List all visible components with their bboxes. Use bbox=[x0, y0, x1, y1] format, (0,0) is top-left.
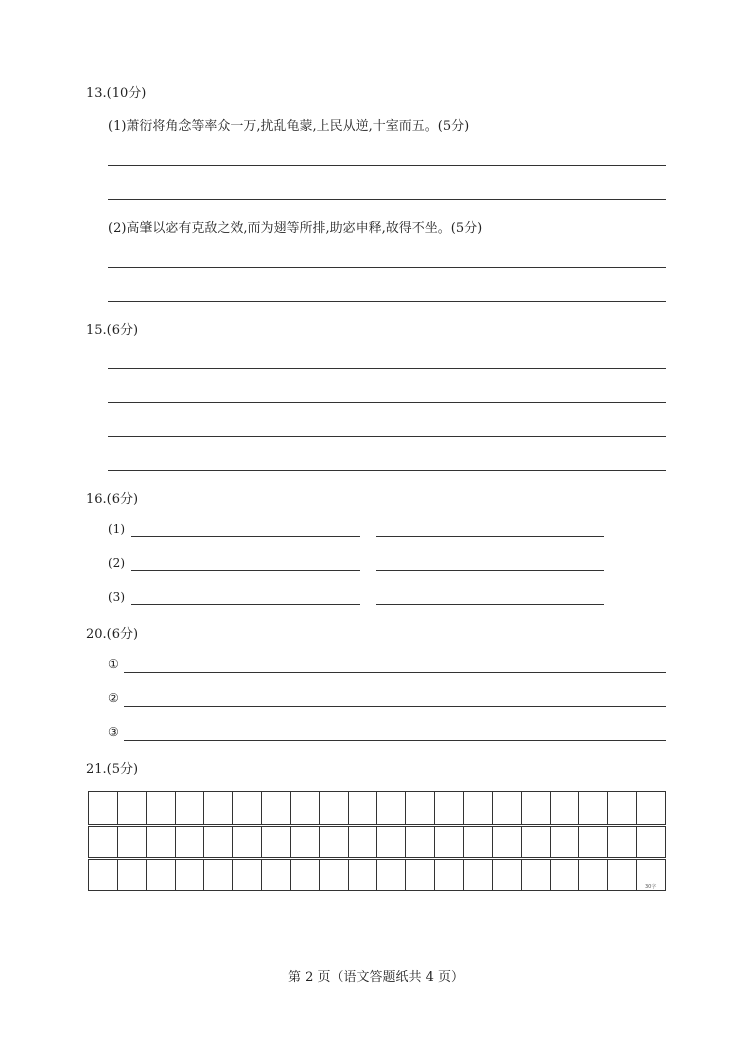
grid-cell[interactable] bbox=[521, 860, 550, 890]
q20-item-1-line[interactable] bbox=[124, 672, 666, 673]
q16-label: 16.(6分) bbox=[86, 492, 139, 507]
grid-cell[interactable] bbox=[405, 827, 434, 857]
grid-cell[interactable] bbox=[376, 827, 405, 857]
grid-cell[interactable] bbox=[376, 792, 405, 824]
grid-cell[interactable] bbox=[607, 792, 636, 824]
grid-cell[interactable] bbox=[521, 827, 550, 857]
q16-item-3-blank-b[interactable] bbox=[376, 604, 604, 605]
q16-item-1-number: (1) bbox=[108, 522, 125, 536]
grid-cell[interactable] bbox=[319, 792, 348, 824]
grid-count-mark: 30字 bbox=[645, 884, 657, 890]
grid-bottom-border bbox=[88, 890, 666, 891]
q20-item-3-line[interactable] bbox=[124, 740, 666, 741]
page-footer: 第 2 页（语文答题纸共 4 页） bbox=[287, 970, 465, 985]
q13-answer-line-3[interactable] bbox=[108, 267, 666, 268]
grid-cell[interactable] bbox=[636, 827, 666, 857]
grid-cell[interactable] bbox=[607, 860, 636, 890]
grid-cell[interactable] bbox=[578, 792, 607, 824]
grid-cell[interactable] bbox=[88, 792, 117, 824]
grid-cell[interactable] bbox=[175, 792, 204, 824]
grid-cell[interactable] bbox=[578, 827, 607, 857]
grid-cell[interactable] bbox=[232, 827, 261, 857]
q13-sub2-text: (2)高肇以宓有克敌之效,而为翅等所排,助宓申释,故得不坐。(5分) bbox=[108, 221, 483, 236]
grid-cell[interactable] bbox=[88, 860, 117, 890]
grid-cell[interactable] bbox=[521, 792, 550, 824]
grid-row-3 bbox=[88, 857, 666, 890]
grid-cell[interactable] bbox=[261, 827, 290, 857]
q20-item-2-number: ② bbox=[108, 691, 119, 705]
grid-cell[interactable] bbox=[290, 792, 319, 824]
grid-cell[interactable] bbox=[175, 860, 204, 890]
q20-item-2-line[interactable] bbox=[124, 706, 666, 707]
grid-cell[interactable] bbox=[492, 860, 521, 890]
q15-answer-line-2[interactable] bbox=[108, 402, 666, 403]
grid-cell[interactable] bbox=[463, 792, 492, 824]
grid-cell[interactable] bbox=[434, 792, 463, 824]
q16-item-3-blank-a[interactable] bbox=[131, 604, 360, 605]
grid-cell[interactable] bbox=[261, 860, 290, 890]
grid-cell[interactable] bbox=[203, 860, 232, 890]
q15-answer-line-3[interactable] bbox=[108, 436, 666, 437]
grid-cell[interactable] bbox=[290, 827, 319, 857]
q20-item-3-number: ③ bbox=[108, 725, 119, 739]
grid-cell[interactable] bbox=[376, 860, 405, 890]
q20-item-1-number: ① bbox=[108, 657, 119, 671]
grid-cell[interactable] bbox=[203, 792, 232, 824]
grid-cell[interactable] bbox=[232, 860, 261, 890]
grid-cell[interactable] bbox=[607, 827, 636, 857]
grid-cell[interactable] bbox=[348, 860, 377, 890]
q13-label: 13.(10分) bbox=[86, 86, 147, 101]
grid-cell[interactable] bbox=[463, 860, 492, 890]
grid-cell[interactable] bbox=[405, 860, 434, 890]
grid-cell[interactable] bbox=[88, 827, 117, 857]
q13-sub1-text: (1)萧衍将角念等率众一万,扰乱龟蒙,上民从逆,十室而五。(5分) bbox=[108, 119, 470, 134]
grid-cell[interactable] bbox=[463, 827, 492, 857]
q13-answer-line-2[interactable] bbox=[108, 199, 666, 200]
grid-cell[interactable] bbox=[117, 827, 146, 857]
q21-writing-grid bbox=[88, 791, 666, 891]
q16-item-1-blank-b[interactable] bbox=[376, 536, 604, 537]
grid-cell[interactable] bbox=[492, 827, 521, 857]
q16-item-2-number: (2) bbox=[108, 556, 125, 570]
grid-cell[interactable] bbox=[146, 827, 175, 857]
q15-answer-line-4[interactable] bbox=[108, 470, 666, 471]
q16-item-2-blank-a[interactable] bbox=[131, 570, 360, 571]
grid-cell[interactable] bbox=[146, 860, 175, 890]
q21-label: 21.(5分) bbox=[86, 762, 139, 777]
grid-cell[interactable] bbox=[232, 792, 261, 824]
q13-answer-line-4[interactable] bbox=[108, 301, 666, 302]
q15-label: 15.(6分) bbox=[86, 323, 139, 338]
grid-cell[interactable] bbox=[550, 860, 579, 890]
grid-cell[interactable] bbox=[290, 860, 319, 890]
grid-cell[interactable] bbox=[117, 860, 146, 890]
q20-label: 20.(6分) bbox=[86, 627, 139, 642]
grid-cell[interactable] bbox=[492, 792, 521, 824]
grid-cell[interactable] bbox=[146, 792, 175, 824]
grid-cell[interactable] bbox=[550, 827, 579, 857]
q16-item-3-number: (3) bbox=[108, 590, 125, 604]
q13-answer-line-1[interactable] bbox=[108, 165, 666, 166]
grid-cell[interactable] bbox=[203, 827, 232, 857]
grid-cell[interactable] bbox=[405, 792, 434, 824]
grid-cell[interactable] bbox=[348, 792, 377, 824]
grid-cell[interactable] bbox=[348, 827, 377, 857]
grid-cell[interactable] bbox=[175, 827, 204, 857]
grid-cell[interactable] bbox=[319, 860, 348, 890]
q16-item-1-blank-a[interactable] bbox=[131, 536, 360, 537]
q16-item-2-blank-b[interactable] bbox=[376, 570, 604, 571]
grid-cell[interactable] bbox=[434, 860, 463, 890]
grid-cell[interactable] bbox=[578, 860, 607, 890]
grid-cell[interactable] bbox=[550, 792, 579, 824]
grid-cell[interactable] bbox=[319, 827, 348, 857]
grid-row-2 bbox=[88, 824, 666, 857]
grid-cell[interactable] bbox=[636, 792, 666, 824]
q15-answer-line-1[interactable] bbox=[108, 368, 666, 369]
grid-cell[interactable] bbox=[117, 792, 146, 824]
grid-cell[interactable] bbox=[434, 827, 463, 857]
grid-row-1 bbox=[88, 791, 666, 824]
grid-cell[interactable] bbox=[261, 792, 290, 824]
